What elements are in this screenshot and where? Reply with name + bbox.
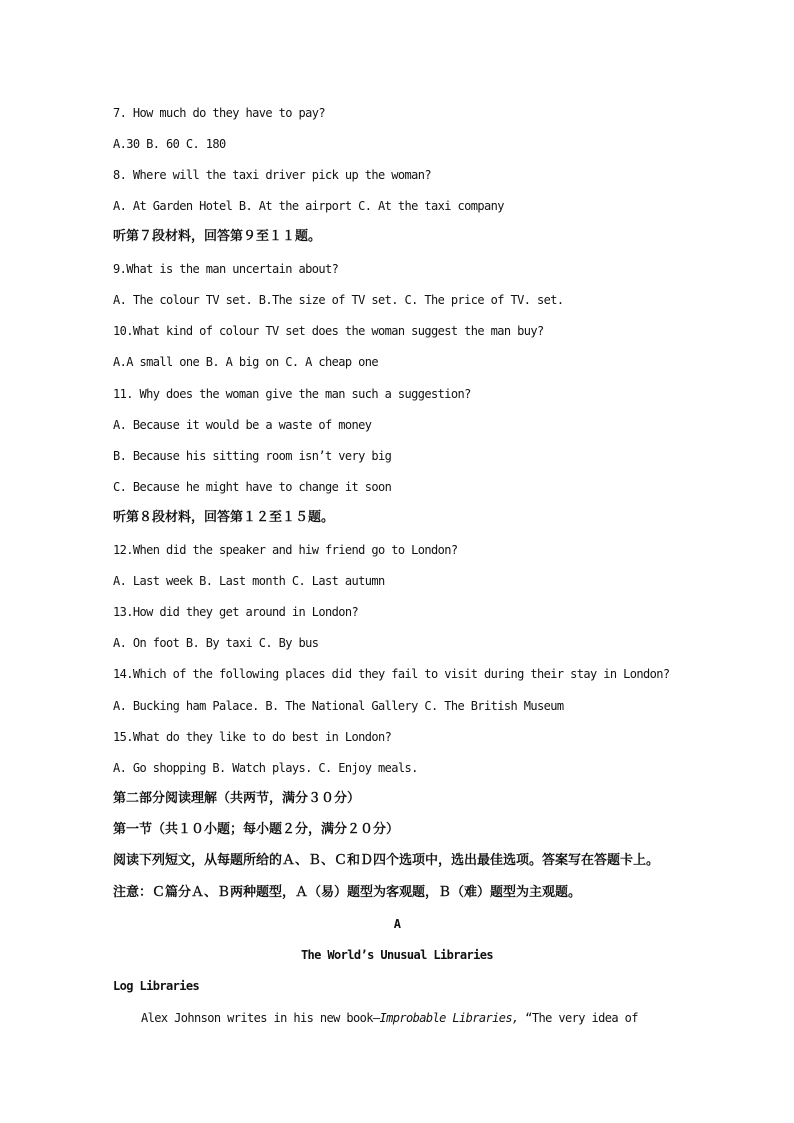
- options-13: A. On foot B. By taxi C. By bus: [113, 636, 319, 650]
- paragraph-lead: Alex Johnson writes in his new book—: [141, 1011, 380, 1025]
- section-one-heading: 第一节（共１０小题；每小题２分，满分２０分）: [113, 822, 400, 837]
- question-12: 12.When did the speaker and hiw friend go to London?: [113, 543, 458, 557]
- note-instructions: 注意：Ｃ篇分Ａ、Ｂ两种题型，Ａ（易）题型为客观题，Ｂ（难）题型为主观题。: [113, 885, 582, 900]
- reading-instructions: 阅读下列短文，从每题所给的Ａ、Ｂ、Ｃ和Ｄ四个选项中，选出最佳选项。答案写在答题卡上。: [113, 853, 660, 868]
- options-8: A. At Garden Hotel B. At the airport C. At the taxi company: [113, 199, 504, 213]
- part-two-heading: 第二部分阅读理解（共两节，满分３０分）: [113, 791, 361, 806]
- options-9: A. The colour TV set. B.The size of TV set. C. The price of TV. set.: [113, 293, 564, 307]
- options-12: A. Last week B. Last month C. Last autumn: [113, 574, 385, 588]
- article-title: The World’s Unusual Libraries: [300, 948, 494, 962]
- question-14: 14.Which of the following places did they fail to visit during their stay in London?: [113, 667, 670, 681]
- question-9: 9.What is the man uncertain about?: [113, 262, 339, 276]
- options-10: A.A small one B. A big on C. A cheap one: [113, 355, 378, 369]
- question-7: 7. How much do they have to pay?: [113, 106, 325, 120]
- options-7: A.30 B. 60 C. 180: [113, 137, 226, 151]
- section-heading-8: 听第８段材料，回答第１２至１５题。: [113, 510, 335, 525]
- subheading: Log Libraries: [113, 979, 200, 993]
- section-heading-7: 听第７段材料，回答第９至１１题。: [113, 229, 322, 244]
- paragraph-rest: “The very idea of: [518, 1011, 638, 1025]
- book-title: Improbable Libraries,: [379, 1011, 519, 1025]
- passage-letter: A: [393, 917, 401, 931]
- question-11: 11. Why does the woman give the man such a suggestion?: [113, 387, 471, 401]
- option-11b: B. Because his sitting room isn’t very big: [113, 449, 392, 463]
- options-15: A. Go shopping B. Watch plays. C. Enjoy meals.: [113, 761, 418, 775]
- question-15: 15.What do they like to do best in London?: [113, 730, 392, 744]
- question-13: 13.How did they get around in London?: [113, 605, 359, 619]
- option-11a: A. Because it would be a waste of money: [113, 418, 372, 432]
- option-11c: C. Because he might have to change it soon: [113, 480, 392, 494]
- question-8: 8. Where will the taxi driver pick up the woman?: [113, 168, 431, 182]
- question-10: 10.What kind of colour TV set does the woman suggest the man buy?: [113, 324, 544, 338]
- options-14: A. Bucking ham Palace. B. The National Gallery C. The British Museum: [113, 699, 564, 713]
- paragraph-start: [141, 1010, 638, 1026]
